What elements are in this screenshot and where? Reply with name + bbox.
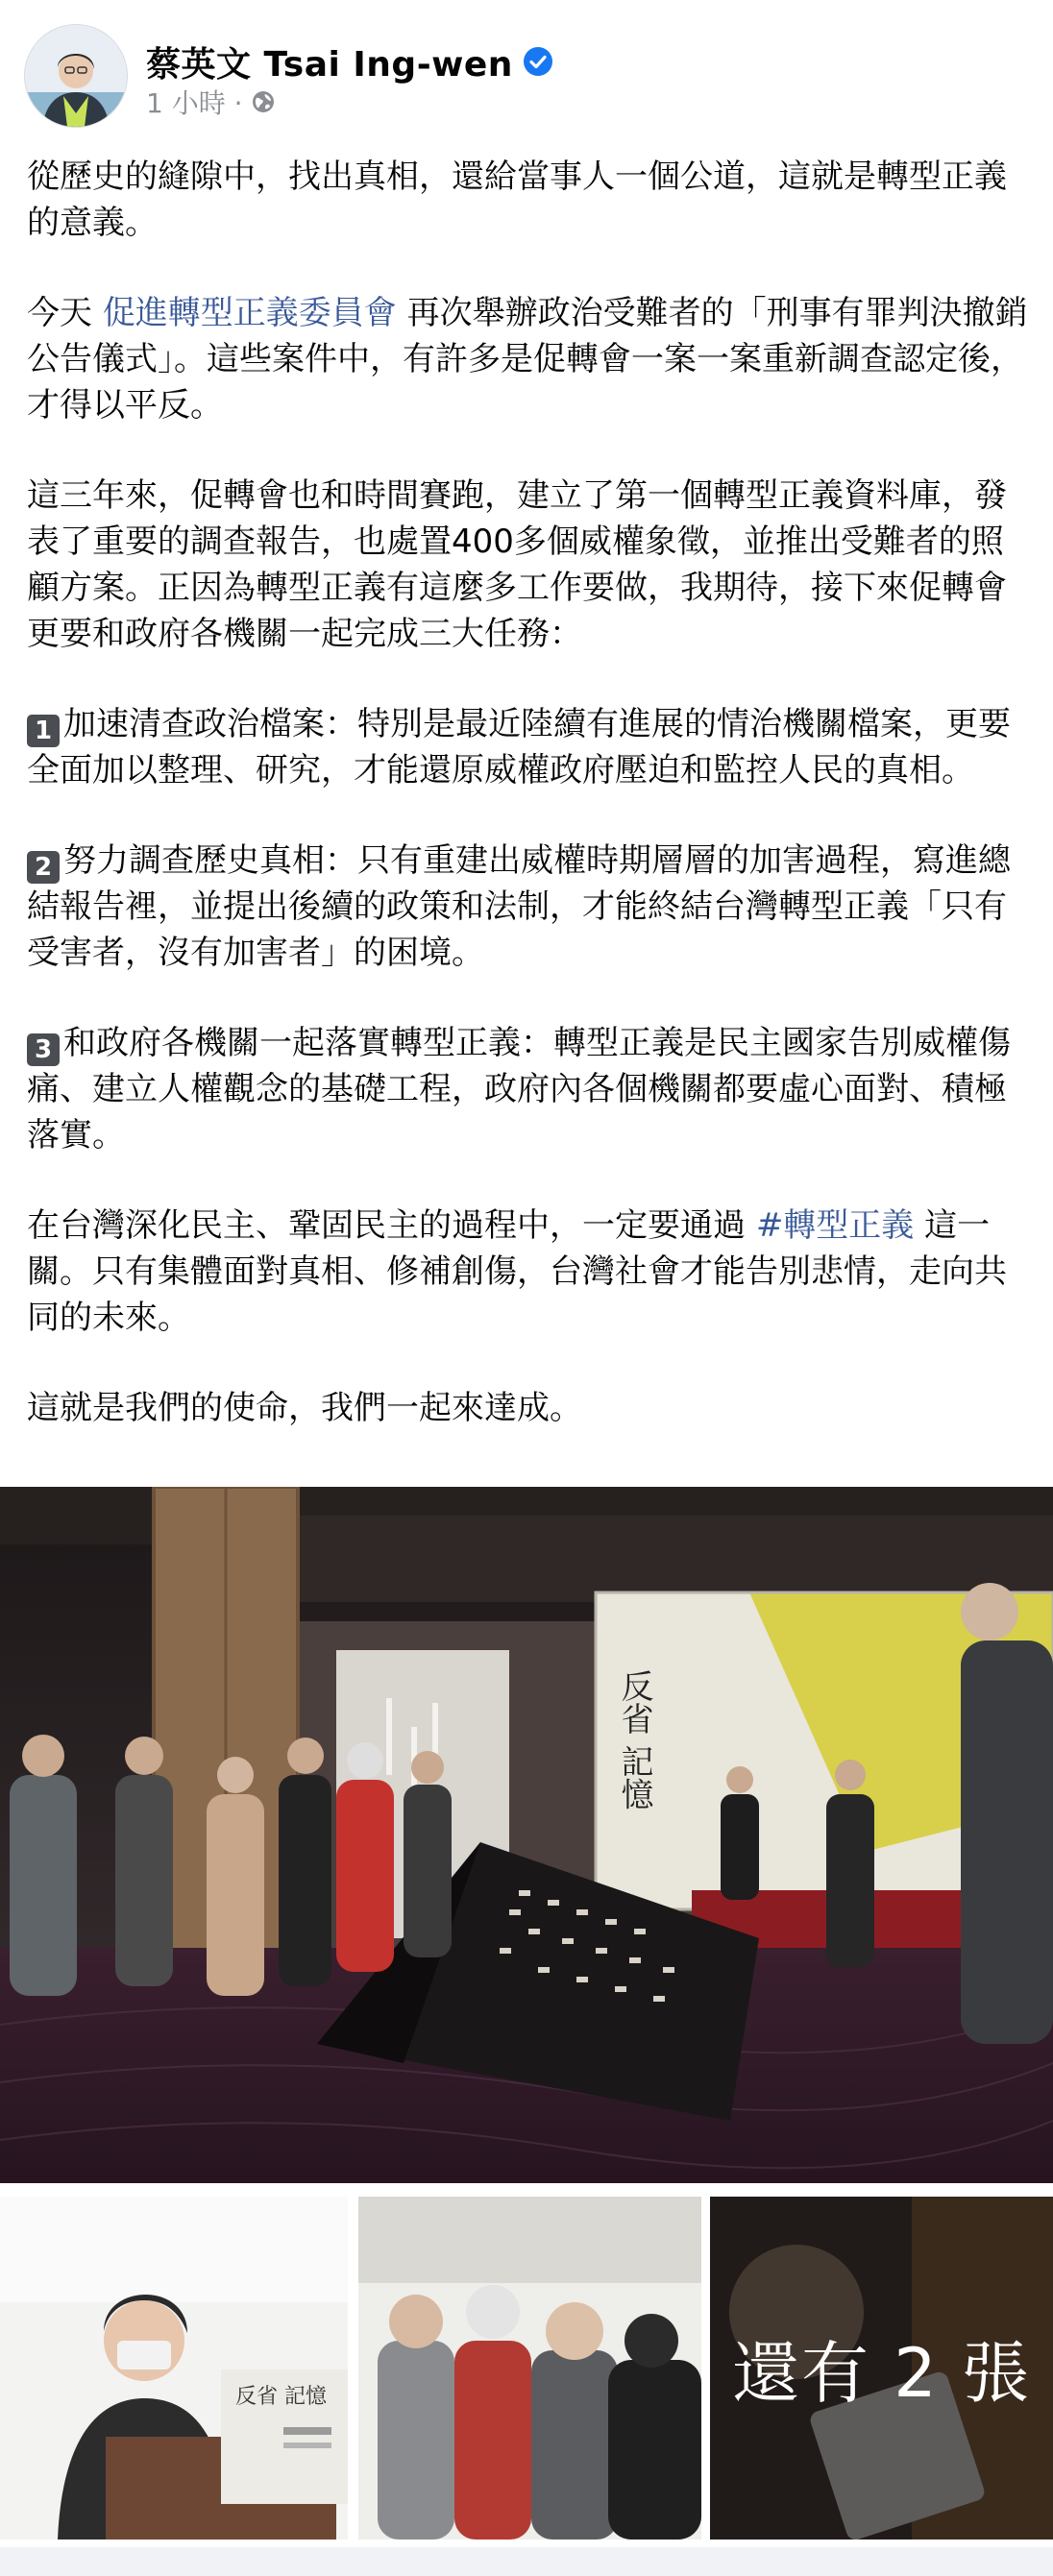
author-name-row	[146, 35, 553, 88]
post-header	[0, 0, 1053, 144]
paragraph-ceremony-text-end: 再次舉辦政治受難者的「刑事有罪判決撤銷公告儀式」。這些案件中，有許多是促轉會一案一案重新調查認定後，才得以平反。	[27, 294, 1028, 425]
paragraph-democracy-text-start: 在台灣深化民主、鞏固民主的過程中，一定要通過	[27, 1206, 756, 1245]
main-photo[interactable]	[0, 1487, 1053, 2183]
task-item-1	[27, 701, 1031, 793]
author-avatar[interactable]	[24, 24, 128, 128]
globe-icon[interactable]	[251, 89, 276, 114]
task-item-3	[27, 1020, 1031, 1158]
post-timestamp[interactable]: 1 小時 ·	[146, 87, 243, 119]
backdrop-text: 反省 記憶	[615, 1669, 653, 1810]
verified-badge-icon	[523, 46, 553, 77]
photo-thumbnail-2[interactable]	[358, 2197, 701, 2540]
more-photos-label: 還有 2 張	[731, 2334, 1032, 2413]
paragraph-ceremony	[27, 290, 1031, 428]
feed-divider	[0, 2547, 1053, 2576]
keycap-1-icon: 1	[27, 715, 60, 747]
paragraph-achievements: 這三年來，促轉會也和時間賽跑，建立了第一個轉型正義資料庫，發表了重要的調查報告，也處置400多個威權象徵，並推出受難者的照顧方案。正因為轉型正義有這麼多工作要做，我期待，接下來促轉會更要和政府各機關一起完成三大任務：	[27, 476, 1007, 653]
podium-sign-text: 反省 記憶	[235, 2385, 327, 2409]
paragraph-closing: 這就是我們的使命，我們一起來達成。	[27, 1389, 582, 1427]
author-name[interactable]: 蔡英文 Tsai Ing-wen	[146, 44, 513, 85]
hashtag-link[interactable]: #轉型正義	[755, 1206, 915, 1245]
photo-thumbnail-3[interactable]	[710, 2197, 1053, 2540]
paragraph-intro: 從歷史的縫隙中，找出真相，還給當事人一個公道，這就是轉型正義的意義。	[27, 158, 1007, 242]
commission-page-link[interactable]: 促進轉型正義委員會	[102, 294, 397, 332]
paragraph-democracy	[27, 1203, 1031, 1341]
post-meta	[146, 83, 276, 121]
task-item-1-text: 加速清查政治檔案：特別是最近陸續有進展的情治機關檔案，更要全面加以整理、研究，才能還原威權政府壓迫和監控人民的真相。	[27, 705, 1011, 790]
post-body	[27, 154, 1031, 1475]
task-item-2	[27, 838, 1031, 976]
paragraph-democracy-text-end: 這一關。只有集體面對真相、修補創傷，台灣社會才能告別悲情，走向共同的未來。	[27, 1206, 1007, 1337]
keycap-3-icon: 3	[27, 1033, 60, 1066]
paragraph-ceremony-text-start: 今天	[27, 294, 103, 332]
task-item-3-text: 和政府各機關一起落實轉型正義：轉型正義是民主國家告別威權傷痛、建立人權觀念的基礎工程，政府內各個機關都要虛心面對、積極落實。	[27, 1024, 1011, 1154]
keycap-2-icon: 2	[27, 851, 60, 884]
more-photos-overlay[interactable]	[710, 2197, 1053, 2540]
photo-thumbnail-1[interactable]	[0, 2197, 348, 2540]
task-item-2-text: 努力調查歷史真相：只有重建出威權時期層層的加害過程，寫進總結報告裡，並提出後續的政策和法制，才能終結台灣轉型正義「只有受害者，沒有加害者」的困境。	[27, 841, 1011, 972]
